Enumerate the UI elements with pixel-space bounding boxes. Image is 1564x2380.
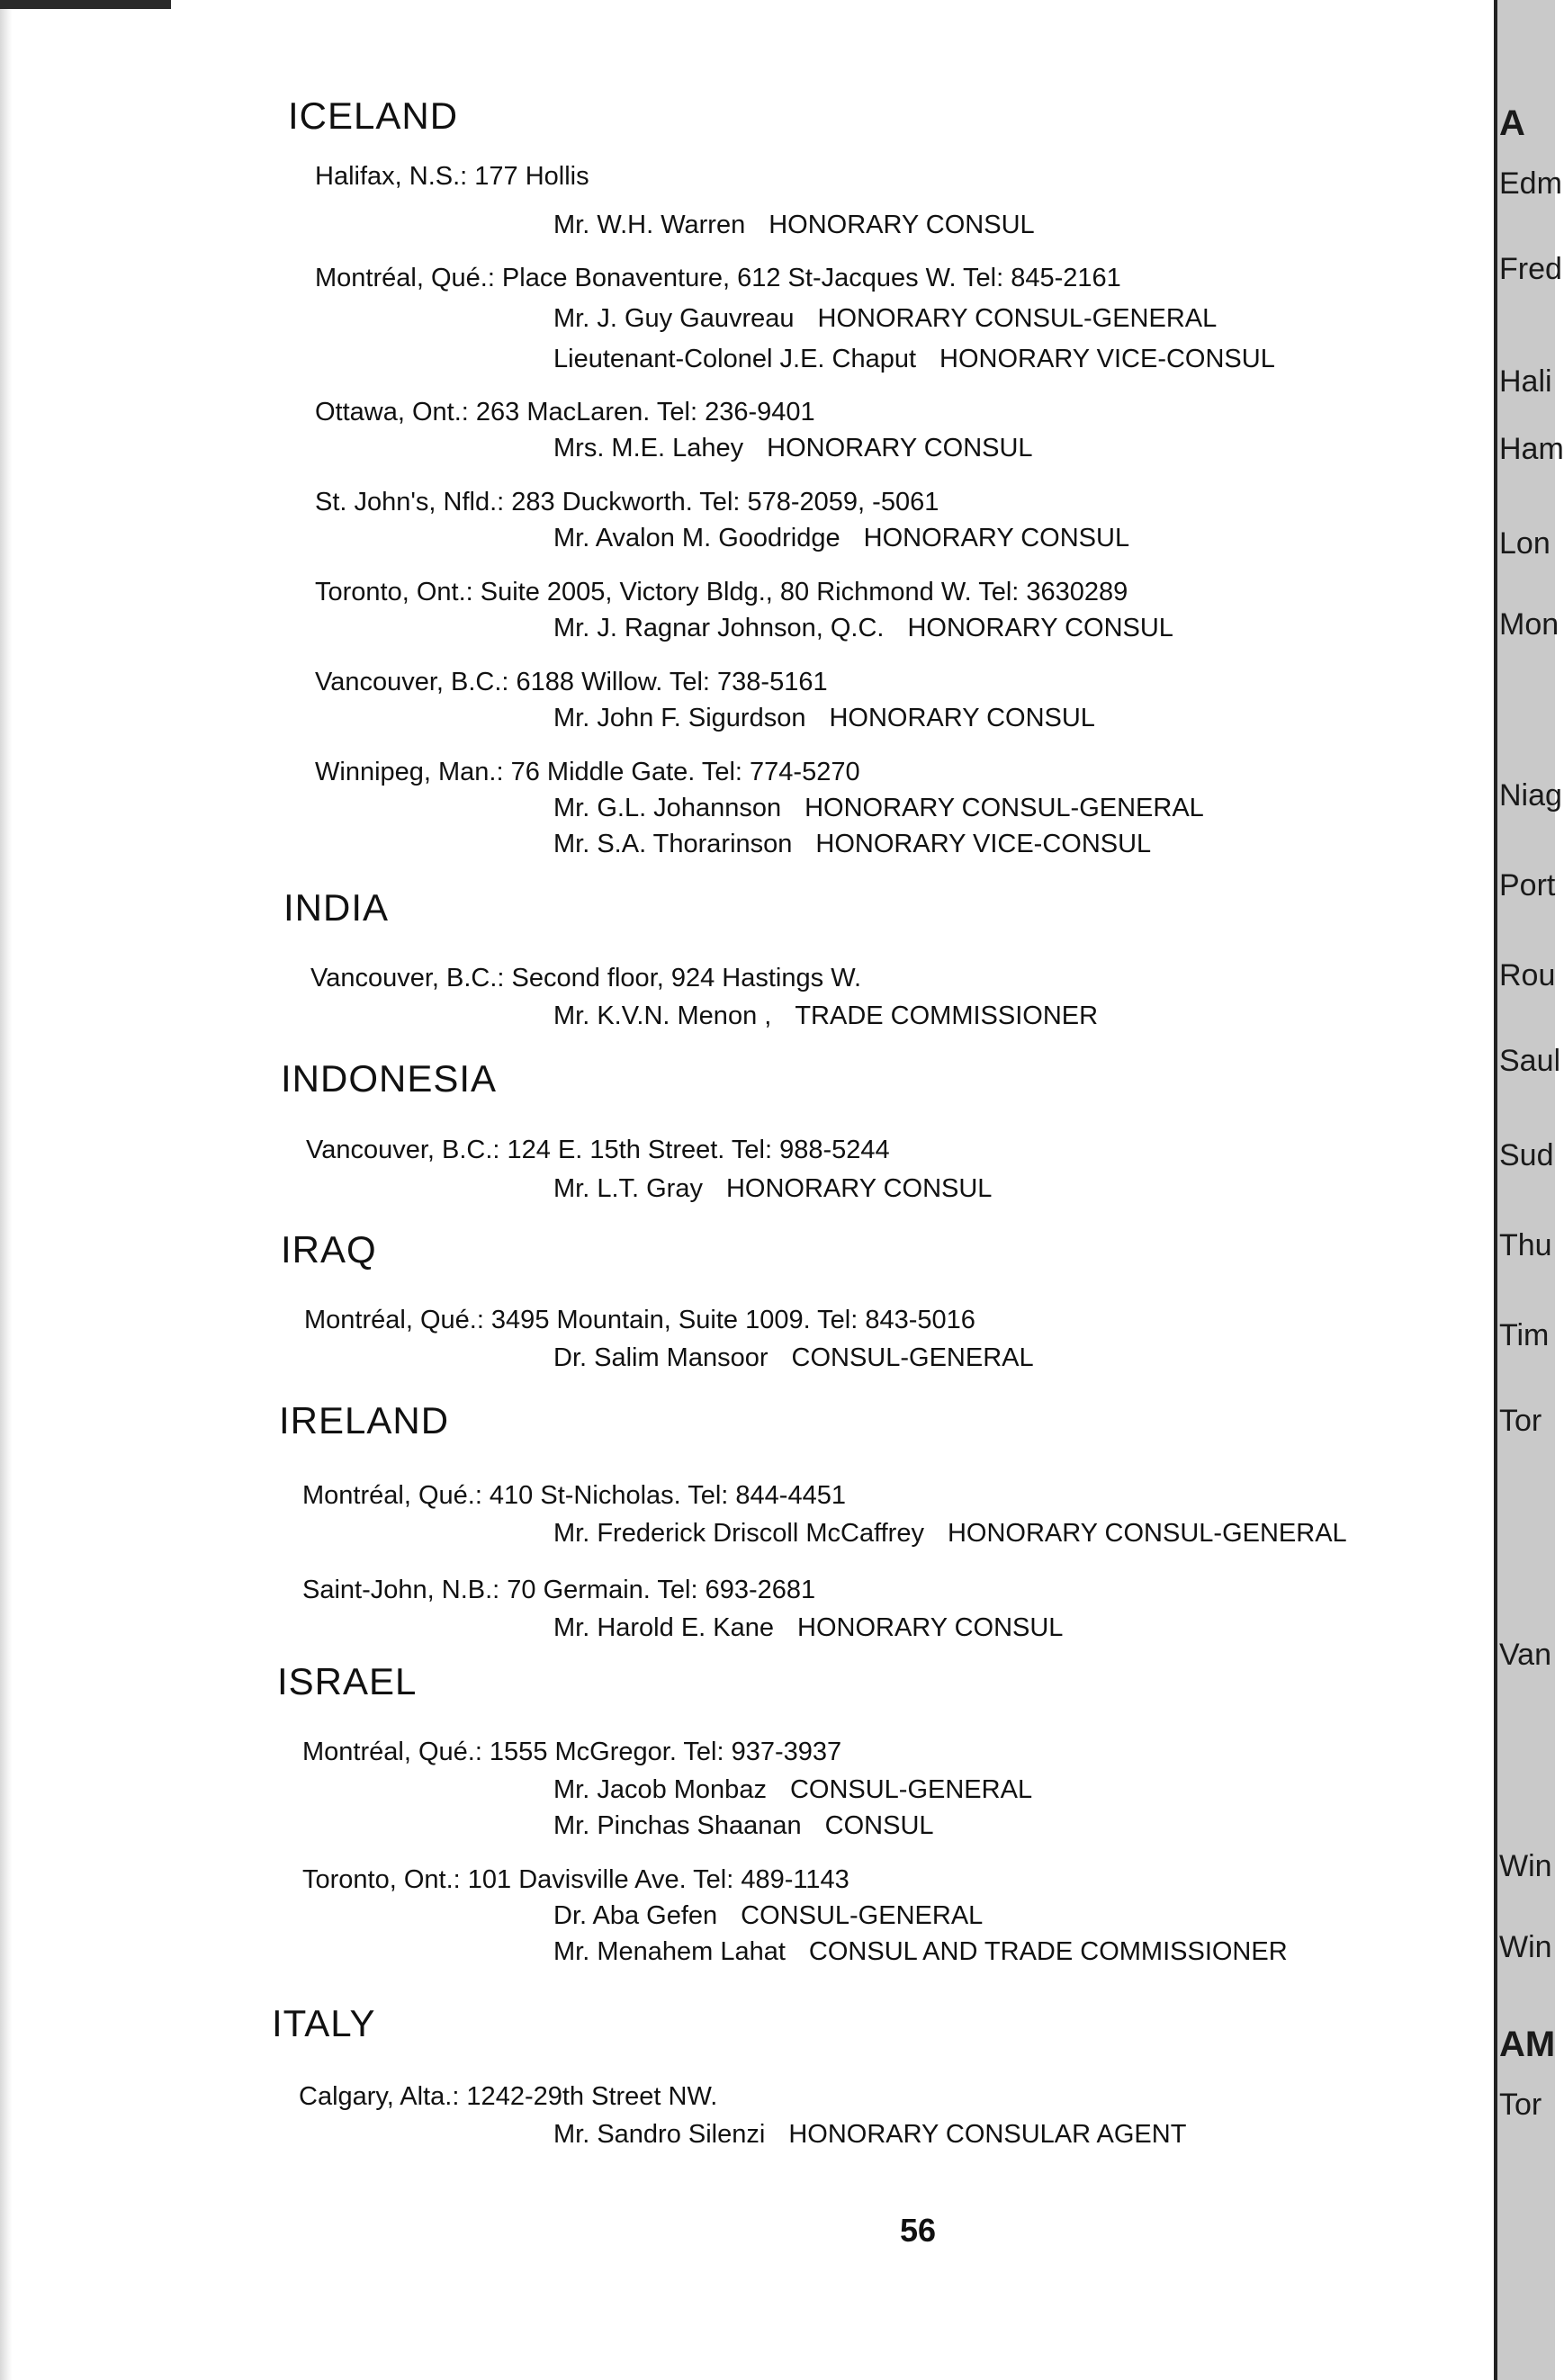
- person-name: Mr. John F. Sigurdson: [553, 704, 806, 732]
- consul-line: [553, 1174, 992, 1204]
- country-heading-ireland: IRELAND: [279, 1399, 450, 1441]
- person-name: Dr. Salim Mansoor: [553, 1343, 769, 1372]
- address-text: Vancouver, B.C.: 124 E. 15th Street. Tel: 988-5244: [306, 1136, 890, 1164]
- facing-page-fragment: Thu: [1499, 1228, 1552, 1262]
- person-name: Mr. L.T. Gray: [553, 1174, 703, 1203]
- address-line: [315, 488, 939, 517]
- address-line: [302, 1738, 841, 1767]
- consul-title: HONORARY VICE-CONSUL: [815, 830, 1152, 858]
- facing-page-fragment: Fred: [1499, 252, 1562, 286]
- address-line: [302, 1865, 849, 1895]
- consul-line: [553, 1937, 1288, 1967]
- country-heading-indonesia: INDONESIA: [281, 1057, 498, 1100]
- facing-page-fragment: Edm: [1499, 166, 1562, 201]
- page-number: 56: [900, 2212, 937, 2249]
- address-text: Halifax, N.S.: 177 Hollis: [315, 162, 589, 191]
- facing-page-fragment: Sud: [1499, 1138, 1554, 1172]
- address-text: Vancouver, B.C.: Second floor, 924 Hastings W.: [310, 964, 862, 992]
- facing-page-fragment: Win: [1499, 1930, 1552, 1964]
- country-heading-iraq: IRAQ: [281, 1228, 377, 1271]
- consul-title: HONORARY CONSUL: [725, 1174, 993, 1203]
- facing-page-fragment: A: [1499, 103, 1525, 143]
- facing-page-strip: [1494, 0, 1564, 2380]
- consul-line: [553, 211, 1035, 240]
- consul-title: CONSUL AND TRADE COMMISSIONER: [808, 1937, 1288, 1966]
- consul-title: TRADE COMMISSIONER: [795, 1001, 1099, 1030]
- person-name: Lieutenant-Colonel J.E. Chaput: [553, 345, 917, 373]
- consul-title: HONORARY CONSULAR AGENT: [788, 2120, 1187, 2149]
- person-name: Mr. Menahem Lahat: [553, 1937, 786, 1966]
- address-line: [315, 758, 860, 787]
- consul-title: HONORARY CONSUL-GENERAL: [804, 794, 1204, 822]
- person-name: Mr. J. Guy Gauvreau: [553, 304, 795, 333]
- consul-line: [553, 614, 1173, 643]
- consul-title: HONORARY CONSUL: [863, 524, 1130, 552]
- country-heading-india: INDIA: [283, 886, 390, 929]
- person-name: Mrs. M.E. Lahey: [553, 434, 744, 463]
- person-name: Mr. Jacob Monbaz: [553, 1775, 767, 1804]
- country-heading-israel: ISRAEL: [277, 1660, 418, 1702]
- address-text: Vancouver, B.C.: 6188 Willow. Tel: 738-5161: [315, 668, 828, 696]
- facing-page-fragment: Tor: [1499, 1404, 1542, 1438]
- facing-page-fragment: Ham: [1499, 432, 1564, 466]
- consul-title: HONORARY CONSUL-GENERAL: [817, 304, 1218, 333]
- address-text: Montréal, Qué.: 410 St-Nicholas. Tel: 844-4451: [302, 1481, 846, 1510]
- consul-title: HONORARY CONSUL: [907, 614, 1173, 642]
- address-line: [315, 578, 1128, 607]
- consul-title: HONORARY CONSUL: [797, 1613, 1064, 1642]
- address-line: [302, 1481, 846, 1511]
- consul-line: [553, 1811, 934, 1841]
- person-name: Mr. K.V.N. Menon ,: [553, 1001, 772, 1030]
- consul-line: [553, 1001, 1098, 1031]
- address-line: [302, 1576, 815, 1605]
- consul-line: [553, 345, 1275, 374]
- address-line: [315, 398, 815, 427]
- consul-title: HONORARY VICE-CONSUL: [939, 345, 1275, 373]
- person-name: Dr. Aba Gefen: [553, 1901, 718, 1930]
- address-line: [304, 1306, 975, 1335]
- address-text: Montréal, Qué.: 3495 Mountain, Suite 1009. Tel: 843-5016: [304, 1306, 975, 1334]
- consul-line: [553, 434, 1033, 463]
- consul-line: [553, 704, 1095, 733]
- person-name: Mr. G.L. Johannson: [553, 794, 782, 822]
- consul-title: CONSUL-GENERAL: [789, 1775, 1033, 1804]
- consul-line: [553, 1519, 1347, 1549]
- address-line: [315, 264, 1121, 293]
- facing-page-fragment: Win: [1499, 1849, 1552, 1883]
- address-text: Toronto, Ont.: Suite 2005, Victory Bldg., 80 Richmond W. Tel: 3630289: [315, 578, 1128, 606]
- address-line: [310, 964, 861, 993]
- country-heading-iceland: ICELAND: [288, 94, 459, 137]
- consul-title: HONORARY CONSUL: [769, 211, 1035, 239]
- consul-line: [553, 524, 1129, 553]
- person-name: Mr. Harold E. Kane: [553, 1613, 774, 1642]
- facing-page-fragment: Tor: [1499, 2088, 1542, 2122]
- address-text: Ottawa, Ont.: 263 MacLaren. Tel: 236-9401: [315, 398, 815, 427]
- facing-page-fragment: AM: [1499, 2025, 1556, 2064]
- facing-page-fragment: Niag: [1499, 778, 1562, 813]
- consul-line: [553, 1775, 1032, 1805]
- address-text: Calgary, Alta.: 1242-29th Street NW.: [299, 2082, 718, 2111]
- address-text: Toronto, Ont.: 101 Davisville Ave. Tel: 489-1143: [302, 1865, 849, 1894]
- country-heading-italy: ITALY: [272, 2002, 376, 2044]
- consul-title: HONORARY CONSUL-GENERAL: [947, 1519, 1347, 1548]
- facing-page-fragment: Saul: [1499, 1044, 1561, 1078]
- address-text: Winnipeg, Man.: 76 Middle Gate. Tel: 774-5270: [315, 758, 860, 786]
- consul-line: [553, 1343, 1034, 1373]
- consul-line: [553, 1613, 1063, 1643]
- facing-page-fragment: Rou: [1499, 958, 1556, 992]
- consul-line: [553, 2120, 1186, 2150]
- address-line: [306, 1136, 890, 1165]
- consul-line: [553, 794, 1204, 823]
- person-name: Mr. Sandro Silenzi: [553, 2120, 766, 2149]
- consul-line: [553, 830, 1151, 859]
- consul-title: HONORARY CONSUL: [767, 434, 1033, 463]
- person-name: Mr. S.A. Thorarinson: [553, 830, 793, 858]
- facing-page-fragment: Mon: [1499, 607, 1560, 642]
- address-text: Saint-John, N.B.: 70 Germain. Tel: 693-2681: [302, 1576, 816, 1604]
- person-name: Mr. J. Ragnar Johnson, Q.C.: [553, 614, 885, 642]
- consul-title: CONSUL-GENERAL: [741, 1901, 984, 1930]
- person-name: Mr. W.H. Warren: [553, 211, 746, 239]
- address-line: [315, 668, 828, 697]
- person-name: Mr. Pinchas Shaanan: [553, 1811, 802, 1840]
- address-text: Montréal, Qué.: Place Bonaventure, 612 St-Jacques W. Tel: 845-2161: [315, 264, 1121, 292]
- consul-title: CONSUL: [824, 1811, 934, 1840]
- person-name: Mr. Frederick Driscoll McCaffrey: [553, 1519, 924, 1548]
- consul-title: HONORARY CONSUL: [829, 704, 1095, 732]
- facing-page-fragment: Van: [1499, 1638, 1551, 1672]
- facing-page-fragment: Port: [1499, 868, 1556, 903]
- facing-page-fragment: Tim: [1499, 1318, 1550, 1352]
- address-line: [315, 162, 589, 192]
- person-name: Mr. Avalon M. Goodridge: [553, 524, 840, 552]
- consul-title: CONSUL-GENERAL: [791, 1343, 1034, 1372]
- consul-line: [553, 304, 1217, 334]
- address-text: St. John's, Nfld.: 283 Duckworth. Tel: 578-2059, -5061: [315, 488, 939, 516]
- address-text: Montréal, Qué.: 1555 McGregor. Tel: 937-3937: [302, 1738, 842, 1766]
- consul-line: [553, 1901, 983, 1931]
- facing-page-fragment: Hali: [1499, 364, 1552, 399]
- address-line: [299, 2082, 717, 2112]
- facing-page-fragment: Lon: [1499, 526, 1551, 561]
